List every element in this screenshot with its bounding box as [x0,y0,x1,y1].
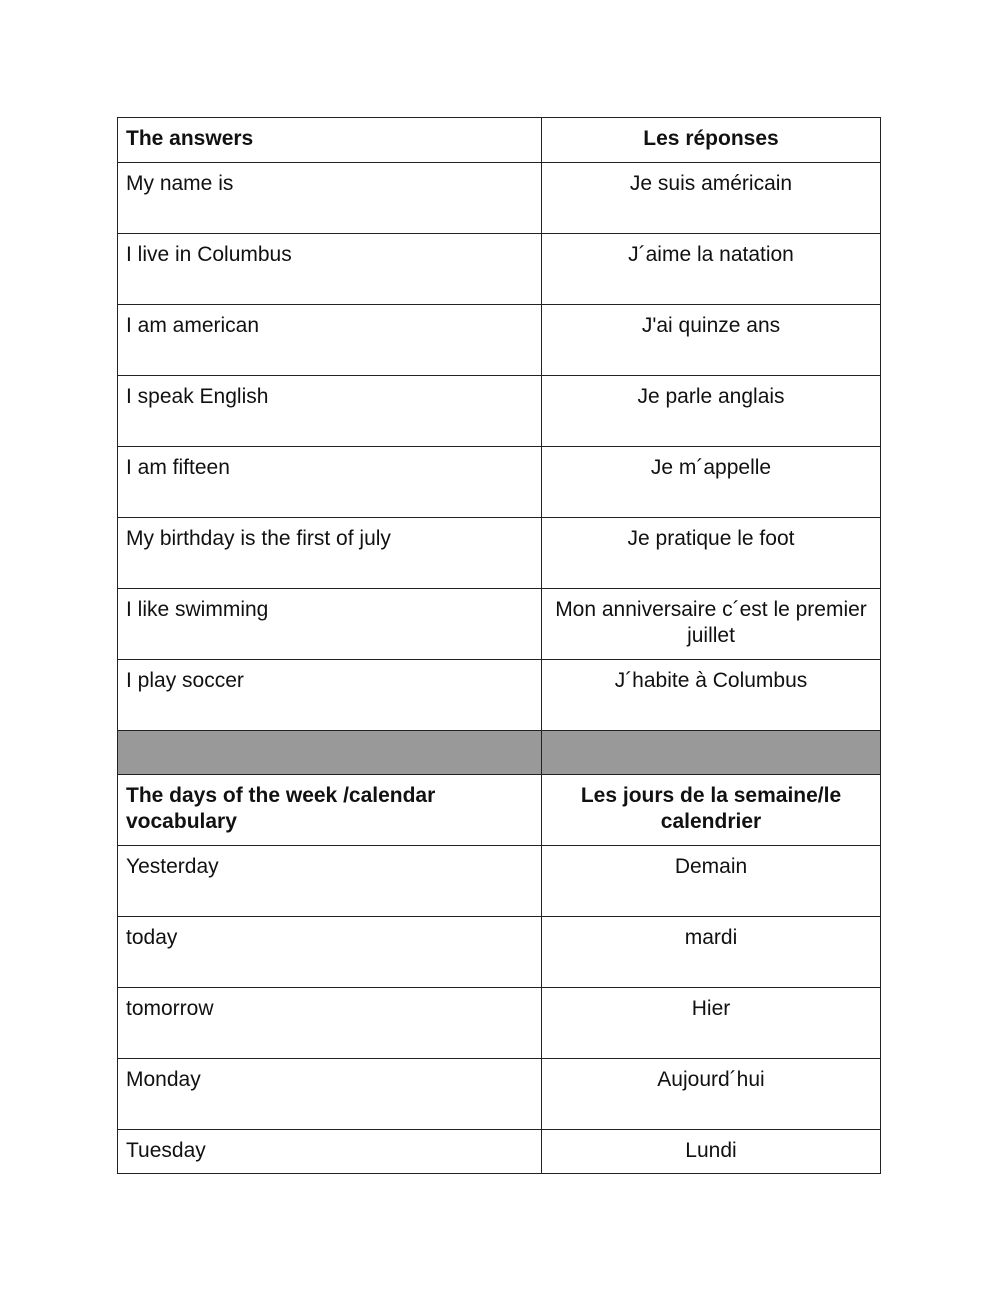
french-cell: Je m´appelle [542,447,881,518]
english-cell: I speak English [118,376,542,447]
vocabulary-sheet [117,117,880,1174]
english-cell: I play soccer [118,660,542,731]
table-row [118,447,881,518]
french-cell: J´aime la natation [542,234,881,305]
section-separator-row [118,731,881,775]
table-row [118,589,881,660]
english-cell: I am fifteen [118,447,542,518]
section-header-row [118,775,881,846]
french-cell: mardi [542,917,881,988]
table-row [118,163,881,234]
vocabulary-table [117,117,881,1174]
english-cell: I like swimming [118,589,542,660]
table-row [118,1059,881,1130]
table-header-row [118,118,881,163]
english-cell: My birthday is the first of july [118,518,542,589]
english-cell: today [118,917,542,988]
table-row [118,305,881,376]
french-cell: Je parle anglais [542,376,881,447]
english-cell: My name is [118,163,542,234]
english-cell: I live in Columbus [118,234,542,305]
english-cell: tomorrow [118,988,542,1059]
french-cell: Je pratique le foot [542,518,881,589]
french-cell: Demain [542,846,881,917]
table-row [118,376,881,447]
english-cell: Monday [118,1059,542,1130]
french-cell: Aujourd´hui [542,1059,881,1130]
section-header-english: The days of the week /calendar vocabulary [118,775,542,846]
table-row [118,1130,881,1174]
table-row [118,917,881,988]
table-row [118,846,881,917]
english-cell: Tuesday [118,1130,542,1174]
table-row [118,234,881,305]
separator-cell [542,731,881,775]
table-row [118,988,881,1059]
table-row [118,518,881,589]
french-cell: J´habite à Columbus [542,660,881,731]
french-cell: Lundi [542,1130,881,1174]
french-cell: Mon anniversaire c´est le premier juillet [542,589,881,660]
table-row [118,660,881,731]
french-cell: Je suis américain [542,163,881,234]
header-english: The answers [118,118,542,163]
english-cell: Yesterday [118,846,542,917]
section-header-french: Les jours de la semaine/le calendrier [542,775,881,846]
french-cell: Hier [542,988,881,1059]
french-cell: J'ai quinze ans [542,305,881,376]
english-cell: I am american [118,305,542,376]
separator-cell [118,731,542,775]
header-french: Les réponses [542,118,881,163]
